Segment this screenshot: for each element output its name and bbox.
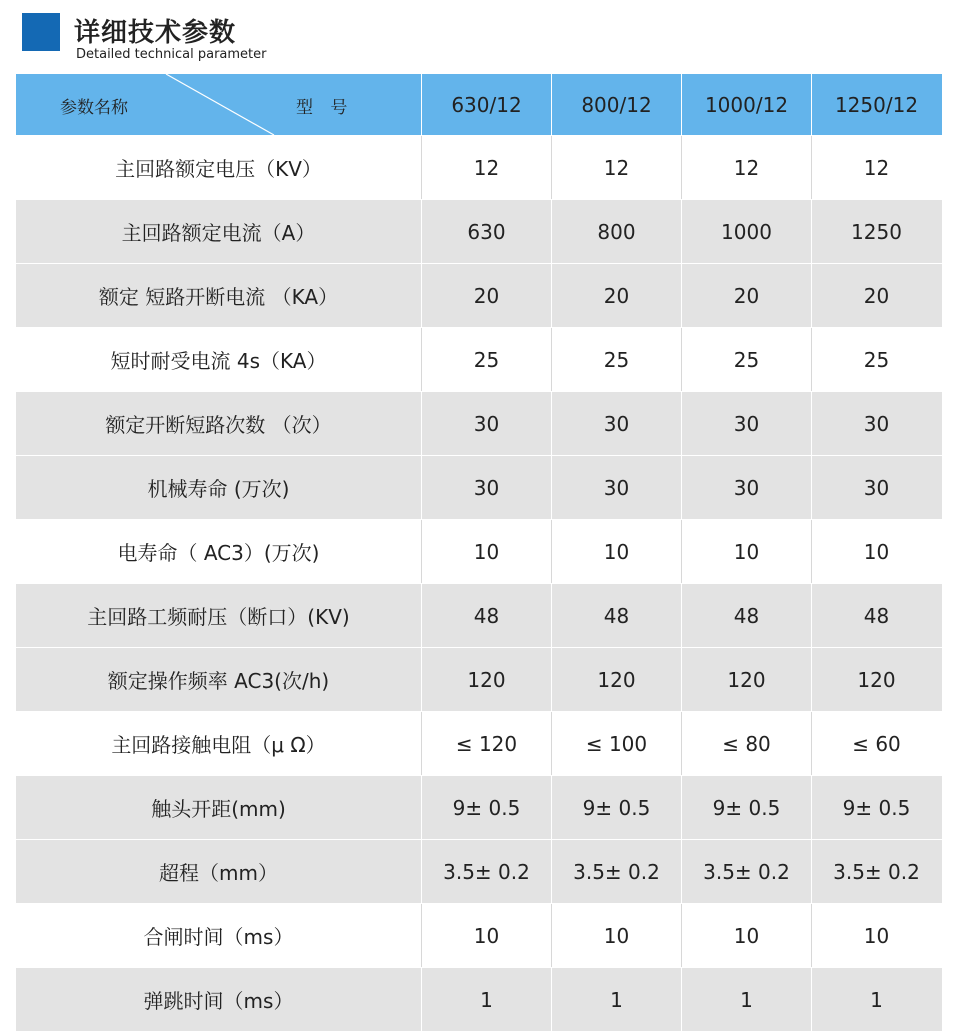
row-value: 9± 0.5 bbox=[421, 776, 551, 839]
row-value: 25 bbox=[421, 328, 551, 391]
row-value: 120 bbox=[421, 648, 551, 711]
row-value: 120 bbox=[811, 648, 941, 711]
row-value: 30 bbox=[551, 456, 681, 519]
row-value: 12 bbox=[421, 136, 551, 199]
model-header: 630/12 bbox=[421, 74, 551, 135]
row-value: 25 bbox=[811, 328, 941, 391]
row-value: 20 bbox=[421, 264, 551, 327]
row-value: 1000 bbox=[681, 200, 811, 263]
row-value: 3.5± 0.2 bbox=[681, 840, 811, 903]
table-row bbox=[16, 328, 942, 391]
row-value: 30 bbox=[811, 456, 941, 519]
row-value: 25 bbox=[681, 328, 811, 391]
row-value: 10 bbox=[811, 520, 941, 583]
row-value: 20 bbox=[811, 264, 941, 327]
row-name: 额定开断短路次数 （次） bbox=[105, 413, 332, 437]
row-value: 10 bbox=[551, 520, 681, 583]
table-row bbox=[16, 968, 942, 1031]
table-row bbox=[16, 264, 942, 327]
row-value: 3.5± 0.2 bbox=[551, 840, 681, 903]
row-name: 短时耐受电流 4s（KA） bbox=[110, 349, 327, 373]
row-name: 合闸时间（ms） bbox=[143, 925, 294, 949]
section-title bbox=[22, 10, 322, 65]
row-name: 超程（mm） bbox=[159, 861, 278, 885]
row-value: 800 bbox=[551, 200, 681, 263]
row-name: 电寿命（ AC3）(万次) bbox=[117, 541, 320, 565]
table-row bbox=[16, 200, 942, 263]
row-value: 48 bbox=[811, 584, 941, 647]
row-value: 9± 0.5 bbox=[811, 776, 941, 839]
row-name: 主回路额定电流（A） bbox=[121, 221, 316, 245]
row-value: 30 bbox=[551, 392, 681, 455]
row-value: 48 bbox=[421, 584, 551, 647]
row-name: 主回路额定电压（KV） bbox=[115, 157, 322, 181]
row-value: 12 bbox=[811, 136, 941, 199]
title-square-icon bbox=[22, 13, 60, 51]
row-value: 12 bbox=[681, 136, 811, 199]
row-value: 30 bbox=[681, 392, 811, 455]
row-value: 30 bbox=[681, 456, 811, 519]
row-value: ≤ 80 bbox=[681, 712, 811, 775]
row-name: 主回路工频耐压（断口）(KV) bbox=[87, 605, 350, 629]
row-value: ≤ 100 bbox=[551, 712, 681, 775]
row-value: 20 bbox=[551, 264, 681, 327]
table-row bbox=[16, 520, 942, 583]
row-value: 48 bbox=[681, 584, 811, 647]
row-value: ≤ 60 bbox=[811, 712, 941, 775]
table-row bbox=[16, 776, 942, 839]
row-value: 30 bbox=[421, 456, 551, 519]
row-name: 额定操作频率 AC3(次/h) bbox=[107, 669, 330, 693]
row-value: 1 bbox=[811, 968, 941, 1031]
row-name: 触头开距(mm) bbox=[151, 797, 286, 821]
row-value: 3.5± 0.2 bbox=[421, 840, 551, 903]
row-value: 3.5± 0.2 bbox=[811, 840, 941, 903]
table-row bbox=[16, 392, 942, 455]
row-value: 9± 0.5 bbox=[681, 776, 811, 839]
table-row bbox=[16, 712, 942, 775]
row-value: 9± 0.5 bbox=[551, 776, 681, 839]
row-value: 10 bbox=[681, 904, 811, 967]
row-value: 10 bbox=[811, 904, 941, 967]
row-value: 48 bbox=[551, 584, 681, 647]
row-value: 10 bbox=[421, 520, 551, 583]
row-value: 10 bbox=[681, 520, 811, 583]
row-value: 1250 bbox=[811, 200, 941, 263]
row-name: 额定 短路开断电流 （KA） bbox=[98, 285, 339, 309]
row-value: 1 bbox=[551, 968, 681, 1031]
model-header: 1250/12 bbox=[811, 74, 941, 135]
table-row bbox=[16, 456, 942, 519]
row-value: 20 bbox=[681, 264, 811, 327]
row-value: 25 bbox=[551, 328, 681, 391]
parameter-table bbox=[16, 74, 942, 1031]
title-chinese: 详细技术参数 bbox=[74, 18, 237, 48]
row-value: 120 bbox=[551, 648, 681, 711]
row-name: 弹跳时间（ms） bbox=[143, 989, 294, 1013]
table-row bbox=[16, 136, 942, 199]
header-corner-cell bbox=[16, 74, 421, 135]
row-value: 30 bbox=[421, 392, 551, 455]
row-name: 主回路接触电阻（μ Ω） bbox=[111, 733, 326, 757]
row-name: 机械寿命 (万次) bbox=[147, 477, 290, 501]
row-value: 12 bbox=[551, 136, 681, 199]
title-english: Detailed technical parameter bbox=[76, 47, 267, 62]
row-value: 10 bbox=[551, 904, 681, 967]
row-value: ≤ 120 bbox=[421, 712, 551, 775]
model-header: 800/12 bbox=[551, 74, 681, 135]
row-value: 630 bbox=[421, 200, 551, 263]
row-value: 30 bbox=[811, 392, 941, 455]
table-row bbox=[16, 648, 942, 711]
row-value: 1 bbox=[681, 968, 811, 1031]
table-row bbox=[16, 904, 942, 967]
row-value: 120 bbox=[681, 648, 811, 711]
table-row bbox=[16, 840, 942, 903]
table-header-row bbox=[16, 74, 942, 135]
param-name-label: 参数名称 bbox=[60, 98, 128, 118]
row-value: 10 bbox=[421, 904, 551, 967]
model-label: 型 号 bbox=[296, 98, 354, 118]
model-header: 1000/12 bbox=[681, 74, 811, 135]
row-value: 1 bbox=[421, 968, 551, 1031]
table-row bbox=[16, 584, 942, 647]
